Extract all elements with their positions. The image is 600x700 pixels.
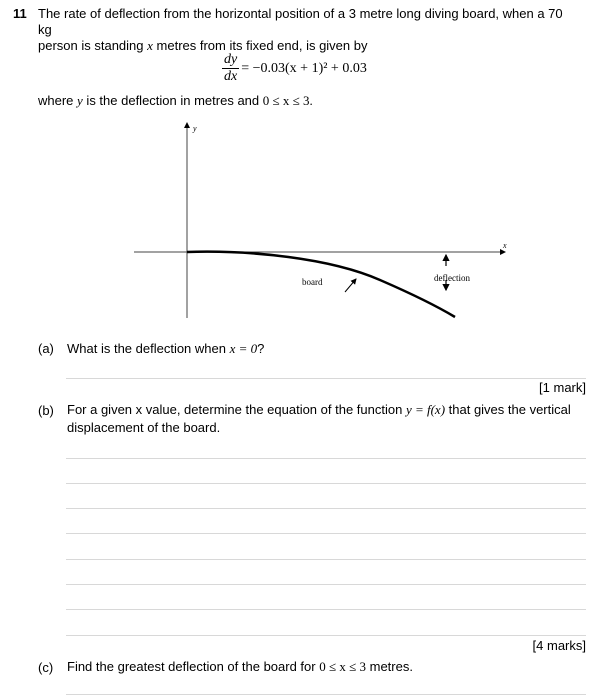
part-b-text: For a given x value, determine the equation of the function xyxy=(67,402,406,417)
part-b-letter: (b) xyxy=(38,403,54,418)
deflection-label: deflection xyxy=(434,273,470,283)
answer-line[interactable] xyxy=(66,483,586,484)
question-number: 11 xyxy=(13,6,27,21)
part-b-text-end: that gives the vertical xyxy=(445,402,571,417)
part-b-expression: y = f(x) xyxy=(405,402,446,417)
x-axis-label: x xyxy=(503,241,507,250)
board-pointer-arrow xyxy=(345,279,356,292)
part-b-marks: [4 marks] xyxy=(532,638,586,653)
part-a-text: What is the deflection when xyxy=(67,341,230,356)
answer-line[interactable] xyxy=(66,533,586,534)
answer-line[interactable] xyxy=(66,584,586,585)
part-c-text: Find the greatest deflection of the board for xyxy=(67,659,320,674)
answer-line[interactable] xyxy=(66,378,586,379)
part-c-letter: (c) xyxy=(38,660,54,675)
answer-line[interactable] xyxy=(66,609,586,610)
part-c-expression: 0 ≤ x ≤ 3 xyxy=(319,659,366,674)
where-domain: 0 ≤ x ≤ 3. xyxy=(262,93,313,108)
intro-line-1: The rate of deflection from the horizontal position of a 3 metre long diving board, when a 70 kg xyxy=(38,6,563,37)
fraction-denominator: dx xyxy=(224,69,238,84)
answer-line[interactable] xyxy=(66,694,586,695)
part-a-text-end: ? xyxy=(257,341,265,356)
part-c-text-end: metres. xyxy=(366,659,413,674)
where-variable-y: y xyxy=(77,93,83,108)
answer-line[interactable] xyxy=(66,458,586,459)
board-label: board xyxy=(302,277,323,287)
part-a-expression: x = 0 xyxy=(229,341,258,356)
part-b-question xyxy=(67,401,587,437)
part-a-marks: [1 mark] xyxy=(539,380,586,395)
fraction-numerator: dy xyxy=(224,52,238,67)
intro-text: person is standing xyxy=(38,38,148,53)
intro-variable-x: x xyxy=(147,38,153,53)
part-a-question xyxy=(67,340,264,358)
part-b-line-2: displacement of the board. xyxy=(67,420,221,435)
where-text-middle: is the deflection in metres and xyxy=(82,93,263,108)
answer-line[interactable] xyxy=(66,559,586,560)
part-a-letter: (a) xyxy=(38,341,54,356)
answer-line[interactable] xyxy=(66,635,586,636)
equation-rhs: = −0.03(x + 1)² + 0.03 xyxy=(241,60,367,76)
intro-text-end: metres from its fixed end, is given by xyxy=(152,38,368,53)
where-text: where xyxy=(38,93,78,108)
answer-line[interactable] xyxy=(66,508,586,509)
part-b-line-1 xyxy=(67,401,587,419)
y-axis-label: y xyxy=(193,124,197,133)
part-c-question xyxy=(67,658,413,676)
